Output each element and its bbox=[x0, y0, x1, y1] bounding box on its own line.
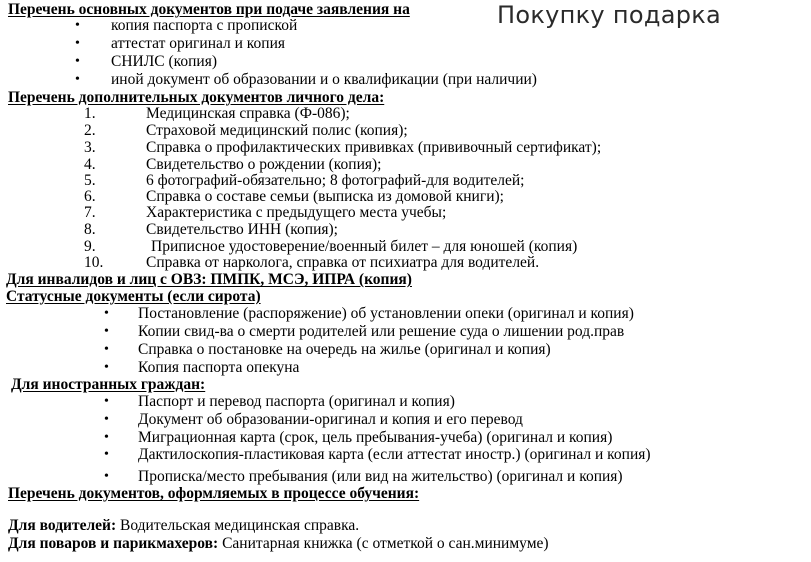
item-text: Свидетельство о рождении (копия); bbox=[146, 156, 382, 173]
list-item-text: СНИЛС (копия) bbox=[111, 53, 217, 70]
drivers-label: Для водителей: bbox=[8, 517, 117, 534]
bullet: • bbox=[75, 54, 80, 69]
cooks-label: Для поваров и парикмахеров: bbox=[8, 535, 219, 552]
handwritten-note: Покупку подарка bbox=[497, 1, 722, 29]
bullet: • bbox=[104, 360, 109, 375]
list-item-text: Дактилоскопия-пластиковая карта (если аттестат иностр.) (оригинал и копия) bbox=[138, 446, 651, 463]
bullet: • bbox=[75, 18, 80, 33]
list-item-text: Миграционная карта (срок, цель пребывания-учеба) (оригинал и копия) bbox=[138, 429, 613, 446]
bullet: • bbox=[104, 394, 109, 409]
additional-heading: Перечень дополнительных документов личного дела: bbox=[8, 89, 385, 106]
item-text: Страховой медицинский полис (копия); bbox=[146, 122, 408, 139]
item-number: 6. bbox=[84, 188, 96, 205]
drivers-line bbox=[8, 517, 359, 534]
item-number: 5. bbox=[84, 172, 96, 189]
item-number: 8. bbox=[84, 221, 96, 238]
list-item-text: Постановление (распоряжение) об установлении опеки (оригинал и копия) bbox=[138, 305, 634, 322]
item-number: 4. bbox=[84, 156, 96, 173]
list-item-text: иной документ об образовании и о квалификации (при наличии) bbox=[111, 71, 537, 88]
bullet: • bbox=[104, 469, 109, 484]
bullet: • bbox=[104, 412, 109, 427]
item-text: Свидетельство ИНН (копия); bbox=[146, 221, 338, 238]
item-text: 6 фотографий-обязательно; 8 фотографий-для водителей; bbox=[146, 172, 525, 189]
bullet: • bbox=[104, 447, 109, 462]
list-item-text: копия паспорта с пропиской bbox=[111, 17, 298, 34]
main-heading: Перечень основных документов при подаче заявления на bbox=[8, 1, 410, 18]
list-item-text: Копия паспорта опекуна bbox=[138, 359, 300, 376]
item-text: Характеристика с предыдущего места учебы; bbox=[146, 204, 447, 221]
item-text: Справка от нарколога, справка от психиатра для водителей. bbox=[146, 254, 540, 271]
drivers-text: Водительская медицинская справка. bbox=[116, 517, 360, 534]
bullet: • bbox=[75, 72, 80, 87]
bullet: • bbox=[104, 430, 109, 445]
item-text: Медицинская справка (Ф-086); bbox=[146, 105, 350, 122]
list-item-text: Прописка/место пребывания (или вид на жительство) (оригинал и копия) bbox=[138, 468, 623, 485]
item-number: 7. bbox=[84, 204, 96, 221]
disabled-heading: Для инвалидов и лиц с ОВЗ: ПМПК, МСЭ, ИПРА (копия) bbox=[6, 271, 412, 288]
item-number: 3. bbox=[84, 139, 96, 156]
bullet: • bbox=[75, 36, 80, 51]
item-text: Справка о профилактических прививках (прививочный сертификат); bbox=[146, 139, 602, 156]
item-number: 9. bbox=[84, 238, 96, 255]
item-number: 10. bbox=[84, 254, 104, 271]
item-number: 1. bbox=[84, 105, 96, 122]
item-number: 2. bbox=[84, 122, 96, 139]
bullet: • bbox=[104, 342, 109, 357]
cooks-text: Санитарная книжка (с отметкой о сан.минимуме) bbox=[218, 535, 549, 552]
list-item-text: Документ об образовании-оригинал и копия и его перевод bbox=[138, 411, 523, 428]
item-text: Справка о составе семьи (выписка из домовой книги); bbox=[146, 188, 504, 205]
bullet: • bbox=[104, 324, 109, 339]
list-item-text: Справка о постановке на очередь на жилье (оригинал и копия) bbox=[138, 341, 551, 358]
cooks-line bbox=[8, 535, 549, 552]
orphan-heading: Статусные документы (если сирота) bbox=[6, 288, 261, 305]
foreign-heading: Для иностранных граждан: bbox=[11, 376, 206, 393]
item-text: Приписное удостоверение/военный билет – для юношей (копия) bbox=[151, 238, 578, 255]
bullet: • bbox=[104, 306, 109, 321]
list-item-text: Паспорт и перевод паспорта (оригинал и копия) bbox=[138, 393, 455, 410]
list-item-text: аттестат оригинал и копия bbox=[111, 35, 286, 52]
list-item-text: Копии свид-ва о смерти родителей или решение суда о лишении род.прав bbox=[138, 323, 625, 340]
training-heading: Перечень документов, оформляемых в процессе обучения: bbox=[8, 485, 420, 502]
